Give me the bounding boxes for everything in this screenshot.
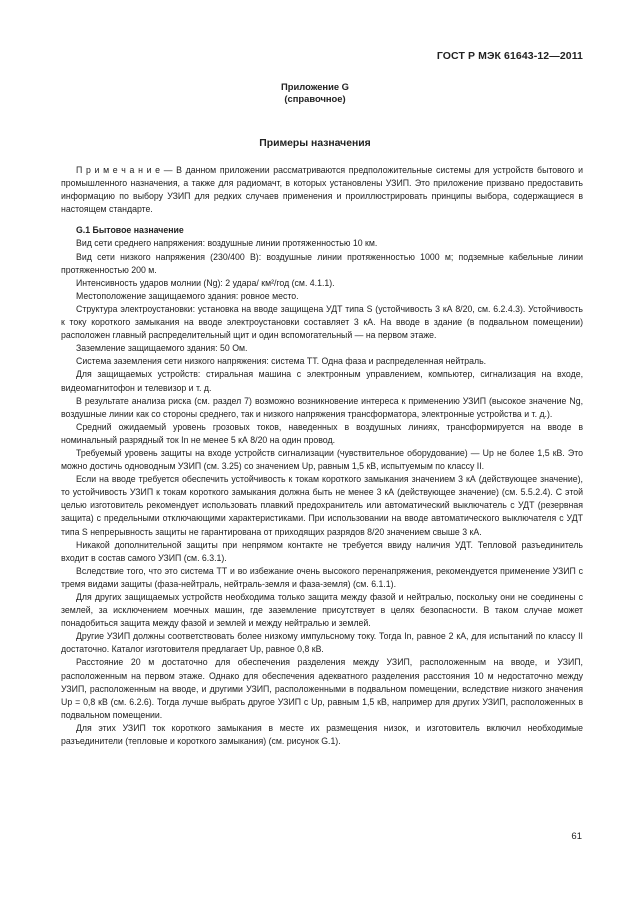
annex-heading [0,81,630,105]
paragraph: В результате анализа риска (см. раздел 7) возможно возникновение интереса к применению УЗИП (высокое значение Ng, воздушные линии как со стороны среднего, так и низкого напряжения трансформатора, электронные устройства и т. д.). [61,395,583,419]
paragraph: Структура электроустановки: установка на вводе защищена УДТ типа S (устойчивость 3 кА 8/20, см. 6.2.4.3). Устойчивость к току короткого замыкания на вводе электроустановки составляет 3 кА. На вводе в здание (в подвальном помещении) расположен главный распределительный щит и один вспомогательный — на первом этаже. [61,303,583,341]
paragraph: Требуемый уровень защиты на входе устройств сигнализации (чувствительное оборудование) — Up не более 1,5 кВ. Это можно достичь одноводным УЗИП (см. 3.25) со значением Up, равным 1,5 кВ, испытуемым по классу II. [61,447,583,472]
paragraph: Расстояние 20 м достаточно для обеспечения разделения между УЗИП, расположенным на вводе, и УЗИП, расположенным на первом этаже. Однако для обеспечения адекватного разделения расстояния 10 м недостаточно между УЗИП, расположенным на вводе, и другими УЗИП, расположенными в подвальном помещении, вследствие низкого значения Up = 0,8 кВ (см. 6.2.6). Тогда лучше выбрать другое УЗИП с Up, равным 1,5 кВ, например для других УЗИП, расположенных в подвальном помещении. [61,657,583,720]
page-number: 61 [571,831,582,842]
paragraph: Для других защищаемых устройств необходима только защита между фазой и нейтралью, поскольку они не соединены с землей, за исключением моечных машин, где заземление присутствует в целях безопасности. В таком случае может понадобиться защита между фазой и землей и между нейтралью и землей. [61,592,583,629]
subsection-heading: G.1 Бытовое назначение [76,225,184,236]
paragraph: Другие УЗИП должны соответствовать более низкому импульсному току. Тогда In, равное 2 кА, для испытаний по классу II достаточно. Каталог изготовителя предлагает Up, равное 0,8 кВ. [61,631,583,655]
note-text: — В данном приложении рассматриваются предположительные системы для устройств бытового и промышленного назначения, а также для радиомачт, в которых установлены УЗИП. Это приложение призвано предоставить информацию по выбору УЗИП для редких случаев применения и проиллюстрировать принципы выбора, содержащиеся в настоящем стандарте. [61,165,583,215]
paragraph: Заземление защищаемого здания: 50 Ом. [76,343,248,354]
note-paragraph [61,164,583,216]
paragraph: Для этих УЗИП ток короткого замыкания в месте их размещения низок, и изготовитель включил необходимые разъединители (тепловые и короткого замыкания) (см. рисунок G.1). [61,722,583,747]
paragraph: Никакой дополнительной защиты при непрямом контакте не требуется ввиду наличия УДТ. Тепловой разъединитель входит в состав самого УЗИП (см. 6.3.1). [61,539,583,563]
paragraph: Для защищаемых устройств: стиральная машина с электронным управлением, компьютер, сигнализация на входе, видеомагнитофон и телевизор и т. д. [61,369,583,393]
document-header: ГОСТ Р МЭК 61643-12—2011 [436,50,583,62]
paragraph: Вид сети среднего напряжения: воздушные линии протяженностью 10 км. [76,238,378,249]
paragraph: Интенсивность ударов молнии (Ng): 2 удара/ км²/год (см. 4.1.1). [76,277,335,288]
paragraph: Система заземления сети низкого напряжения: система ТТ. Одна фаза и распределенная нейтраль. [76,356,487,367]
annex-title: Приложение G [281,81,349,92]
paragraph: Средний ожидаемый уровень грозовых токов, наведенных в воздушных линиях, трансформируется на вводе в номинальный разрядный ток In не менее 5 кА 8/20 на один провод. [61,421,583,445]
note-label: П р и м е ч а н и е [76,165,161,175]
paragraph: Вследствие того, что это система ТТ и во избежание очень высокого перенапряжения, рекомендуется применение УЗИП с тремя видами защиты (фаза-нейтраль, нейтраль-земля и фаза-земля) (см. 6.1.1). [61,565,583,589]
annex-subtitle: (справочное) [284,93,346,104]
paragraph: Вид сети низкого напряжения (230/400 В): воздушные линии протяженностью 1000 м; подземные кабельные линии протяженностью 200 м. [61,251,583,275]
document-body [61,164,583,748]
paragraph: Местоположение защищаемого здания: ровное место. [76,290,299,301]
paragraph: Если на вводе требуется обеспечить устойчивость к токам короткого замыкания значением 3 кА (действующее значение), то устойчивость УЗИП к токам короткого замыкания должна быть не менее 3 кА (действующее значение) (см. 5.5.2.4). С этой целью изготовитель рекомендует использовать плавкий предохранитель или автоматический выключатель с УДТ (резервная защита) с предельными отключающими характеристиками. При использовании на вводе автоматического выключателя с УДТ типа S непрерывность защиты не гарантирована от приходящих разрядов 8/20 значением свыше 3 кА. [61,474,583,537]
section-title: Примеры назначения [259,138,371,149]
